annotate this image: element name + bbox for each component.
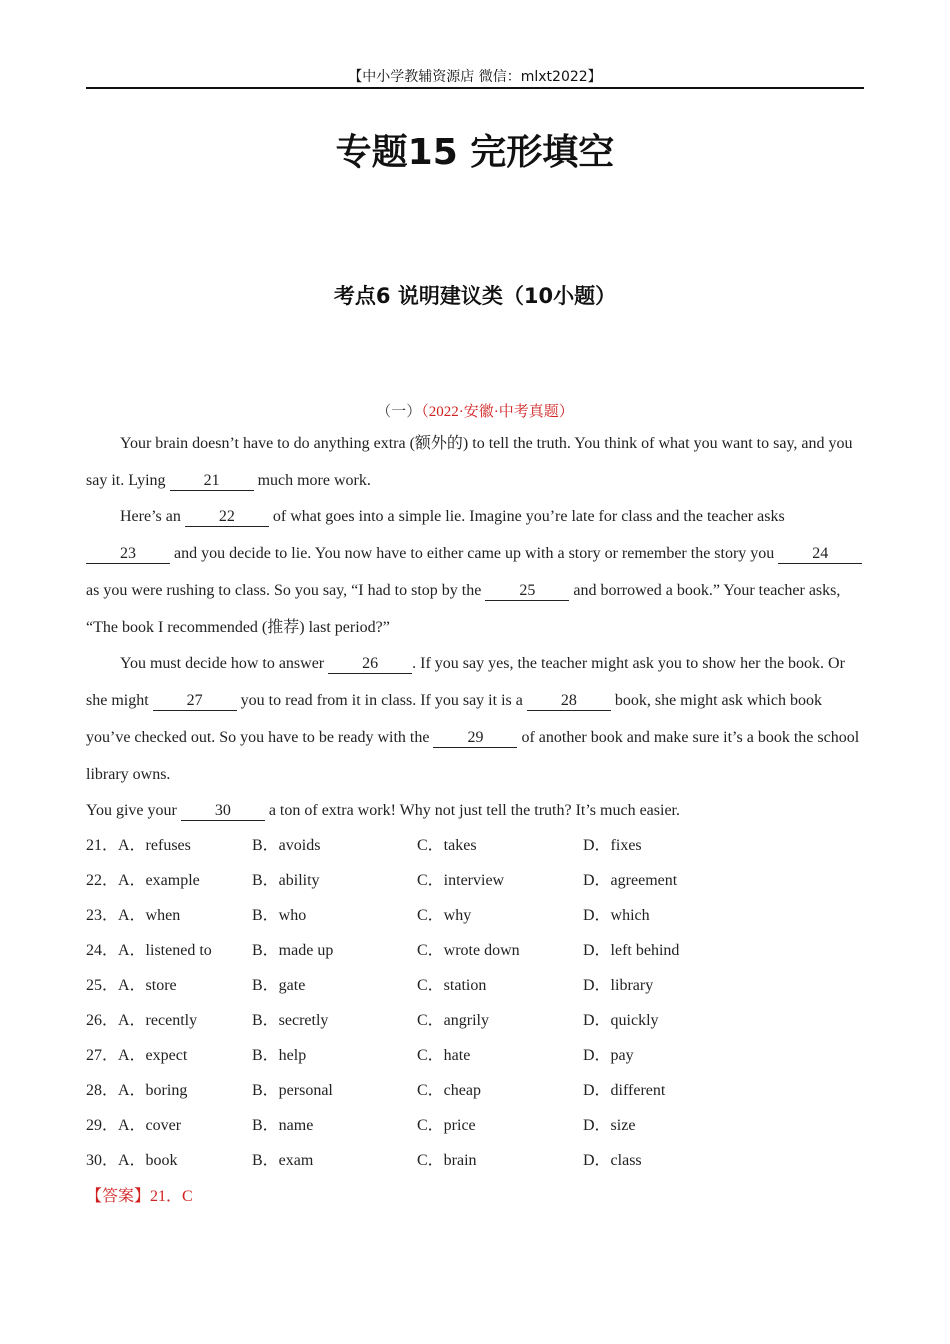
question-row-27 — [86, 1038, 864, 1073]
option-b: B．gate — [252, 977, 306, 994]
exam-source-label: （2022·安徽·中考真题） — [421, 404, 574, 420]
option-d: D．which — [583, 907, 650, 924]
option-c: C．station — [417, 977, 487, 994]
option-c: C．interview — [417, 872, 505, 889]
question-row-21 — [86, 828, 864, 863]
paragraph-text: and you decide to lie. You now have to either came up with a story or remember the story you — [170, 545, 779, 562]
passage-paragraph-4 — [86, 792, 864, 829]
option-a: 21．A．refuses — [86, 837, 191, 854]
question-row-30 — [86, 1143, 864, 1178]
passage-paragraph-2 — [86, 498, 864, 646]
option-c: C．brain — [417, 1152, 477, 1169]
paragraph-text: You must decide how to answer — [120, 655, 329, 672]
option-d: D．class — [583, 1152, 642, 1169]
option-b: B．exam — [252, 1152, 314, 1169]
option-c: C．hate — [417, 1047, 471, 1064]
option-b: B．help — [252, 1047, 307, 1064]
option-c: C．wrote down — [417, 942, 520, 959]
blank-30: 30 — [181, 802, 265, 821]
question-row-22 — [86, 863, 864, 898]
paragraph-text: of another book and make sure it’s a book the school library owns. — [86, 729, 860, 783]
option-d: D．quickly — [583, 1012, 659, 1029]
option-d: D．left behind — [583, 942, 680, 959]
passage-paragraph-1 — [86, 425, 864, 499]
option-b: B．secretly — [252, 1012, 329, 1029]
blank-24: 24 — [778, 545, 862, 564]
paragraph-text: . If you say yes, the teacher might ask you to show her the book. Or she might — [86, 655, 845, 709]
paragraph-text: as you were rushing to class. So you say, “I had to stop by the — [86, 582, 486, 599]
option-d: D．pay — [583, 1047, 634, 1064]
header-divider — [86, 87, 864, 89]
option-a: 26．A．recently — [86, 1012, 198, 1029]
paragraph-text: Here’s an — [120, 508, 185, 525]
question-row-29 — [86, 1108, 864, 1143]
option-d: D．size — [583, 1117, 636, 1134]
option-c: C．angrily — [417, 1012, 489, 1029]
option-c: C．why — [417, 907, 472, 924]
option-b: B．who — [252, 907, 307, 924]
option-b: B．ability — [252, 872, 320, 889]
paragraph-text: You give your — [86, 802, 181, 819]
section-subtitle: 考点6 说明建议类（10小题） — [333, 284, 617, 308]
option-b: B．avoids — [252, 837, 321, 854]
option-b: B．name — [252, 1117, 314, 1134]
blank-29: 29 — [433, 729, 517, 748]
option-d: D．different — [583, 1082, 666, 1099]
question-row-26 — [86, 1003, 864, 1038]
blank-25: 25 — [485, 582, 569, 601]
paragraph-text: and borrowed a book.” Your teacher asks, “The book I recommended (推荐) last period?” — [86, 582, 841, 636]
option-c: C．cheap — [417, 1082, 481, 1099]
option-d: D．agreement — [583, 872, 678, 889]
option-c: C．price — [417, 1117, 476, 1134]
question-row-28 — [86, 1073, 864, 1108]
option-a: 23．A．when — [86, 907, 181, 924]
option-a: 30．A．book — [86, 1152, 178, 1169]
blank-23: 23 — [86, 545, 170, 564]
option-a: 22．A．example — [86, 872, 200, 889]
blank-27: 27 — [153, 692, 237, 711]
blank-26: 26 — [328, 655, 412, 674]
page-header: 【中小学教辅资源店 微信：mlxt2022】 — [348, 69, 602, 85]
option-a: 24．A．listened to — [86, 942, 212, 959]
option-a: 29．A．cover — [86, 1117, 182, 1134]
paragraph-text: a ton of extra work! Why not just tell the truth? It’s much easier. — [264, 802, 680, 819]
option-b: B．personal — [252, 1082, 333, 1099]
page-title: 专题15 完形填空 — [335, 132, 615, 173]
option-a: 27．A．expect — [86, 1047, 188, 1064]
question-row-23 — [86, 898, 864, 933]
paragraph-text: of what goes into a simple lie. Imagine you’re late for class and the teacher asks — [268, 508, 785, 525]
option-d: D．fixes — [583, 837, 642, 854]
question-row-25 — [86, 968, 864, 1003]
blank-28: 28 — [527, 692, 611, 711]
option-a: 28．A．boring — [86, 1082, 188, 1099]
question-options — [86, 828, 864, 1178]
paragraph-text: much more work. — [253, 472, 371, 489]
passage-paragraph-3 — [86, 645, 864, 793]
paragraph-text: book, she might ask which book you’ve checked out. So you have to be ready with the — [86, 692, 822, 746]
passage-source — [0, 400, 950, 421]
option-b: B．made up — [252, 942, 334, 959]
blank-21: 21 — [170, 472, 254, 491]
option-a: 25．A．store — [86, 977, 177, 994]
paragraph-text: Your brain doesn’t have to do anything extra (额外的) to tell the truth. You think of what you want to say, and you say it. Lying — [86, 435, 853, 489]
passage-number: （一） — [376, 404, 422, 420]
blank-22: 22 — [185, 508, 269, 527]
answer-key: 【答案】21．C — [86, 1188, 193, 1205]
option-d: D．library — [583, 977, 654, 994]
question-row-24 — [86, 933, 864, 968]
paragraph-text: you to read from it in class. If you say it is a — [236, 692, 527, 709]
option-c: C．takes — [417, 837, 477, 854]
